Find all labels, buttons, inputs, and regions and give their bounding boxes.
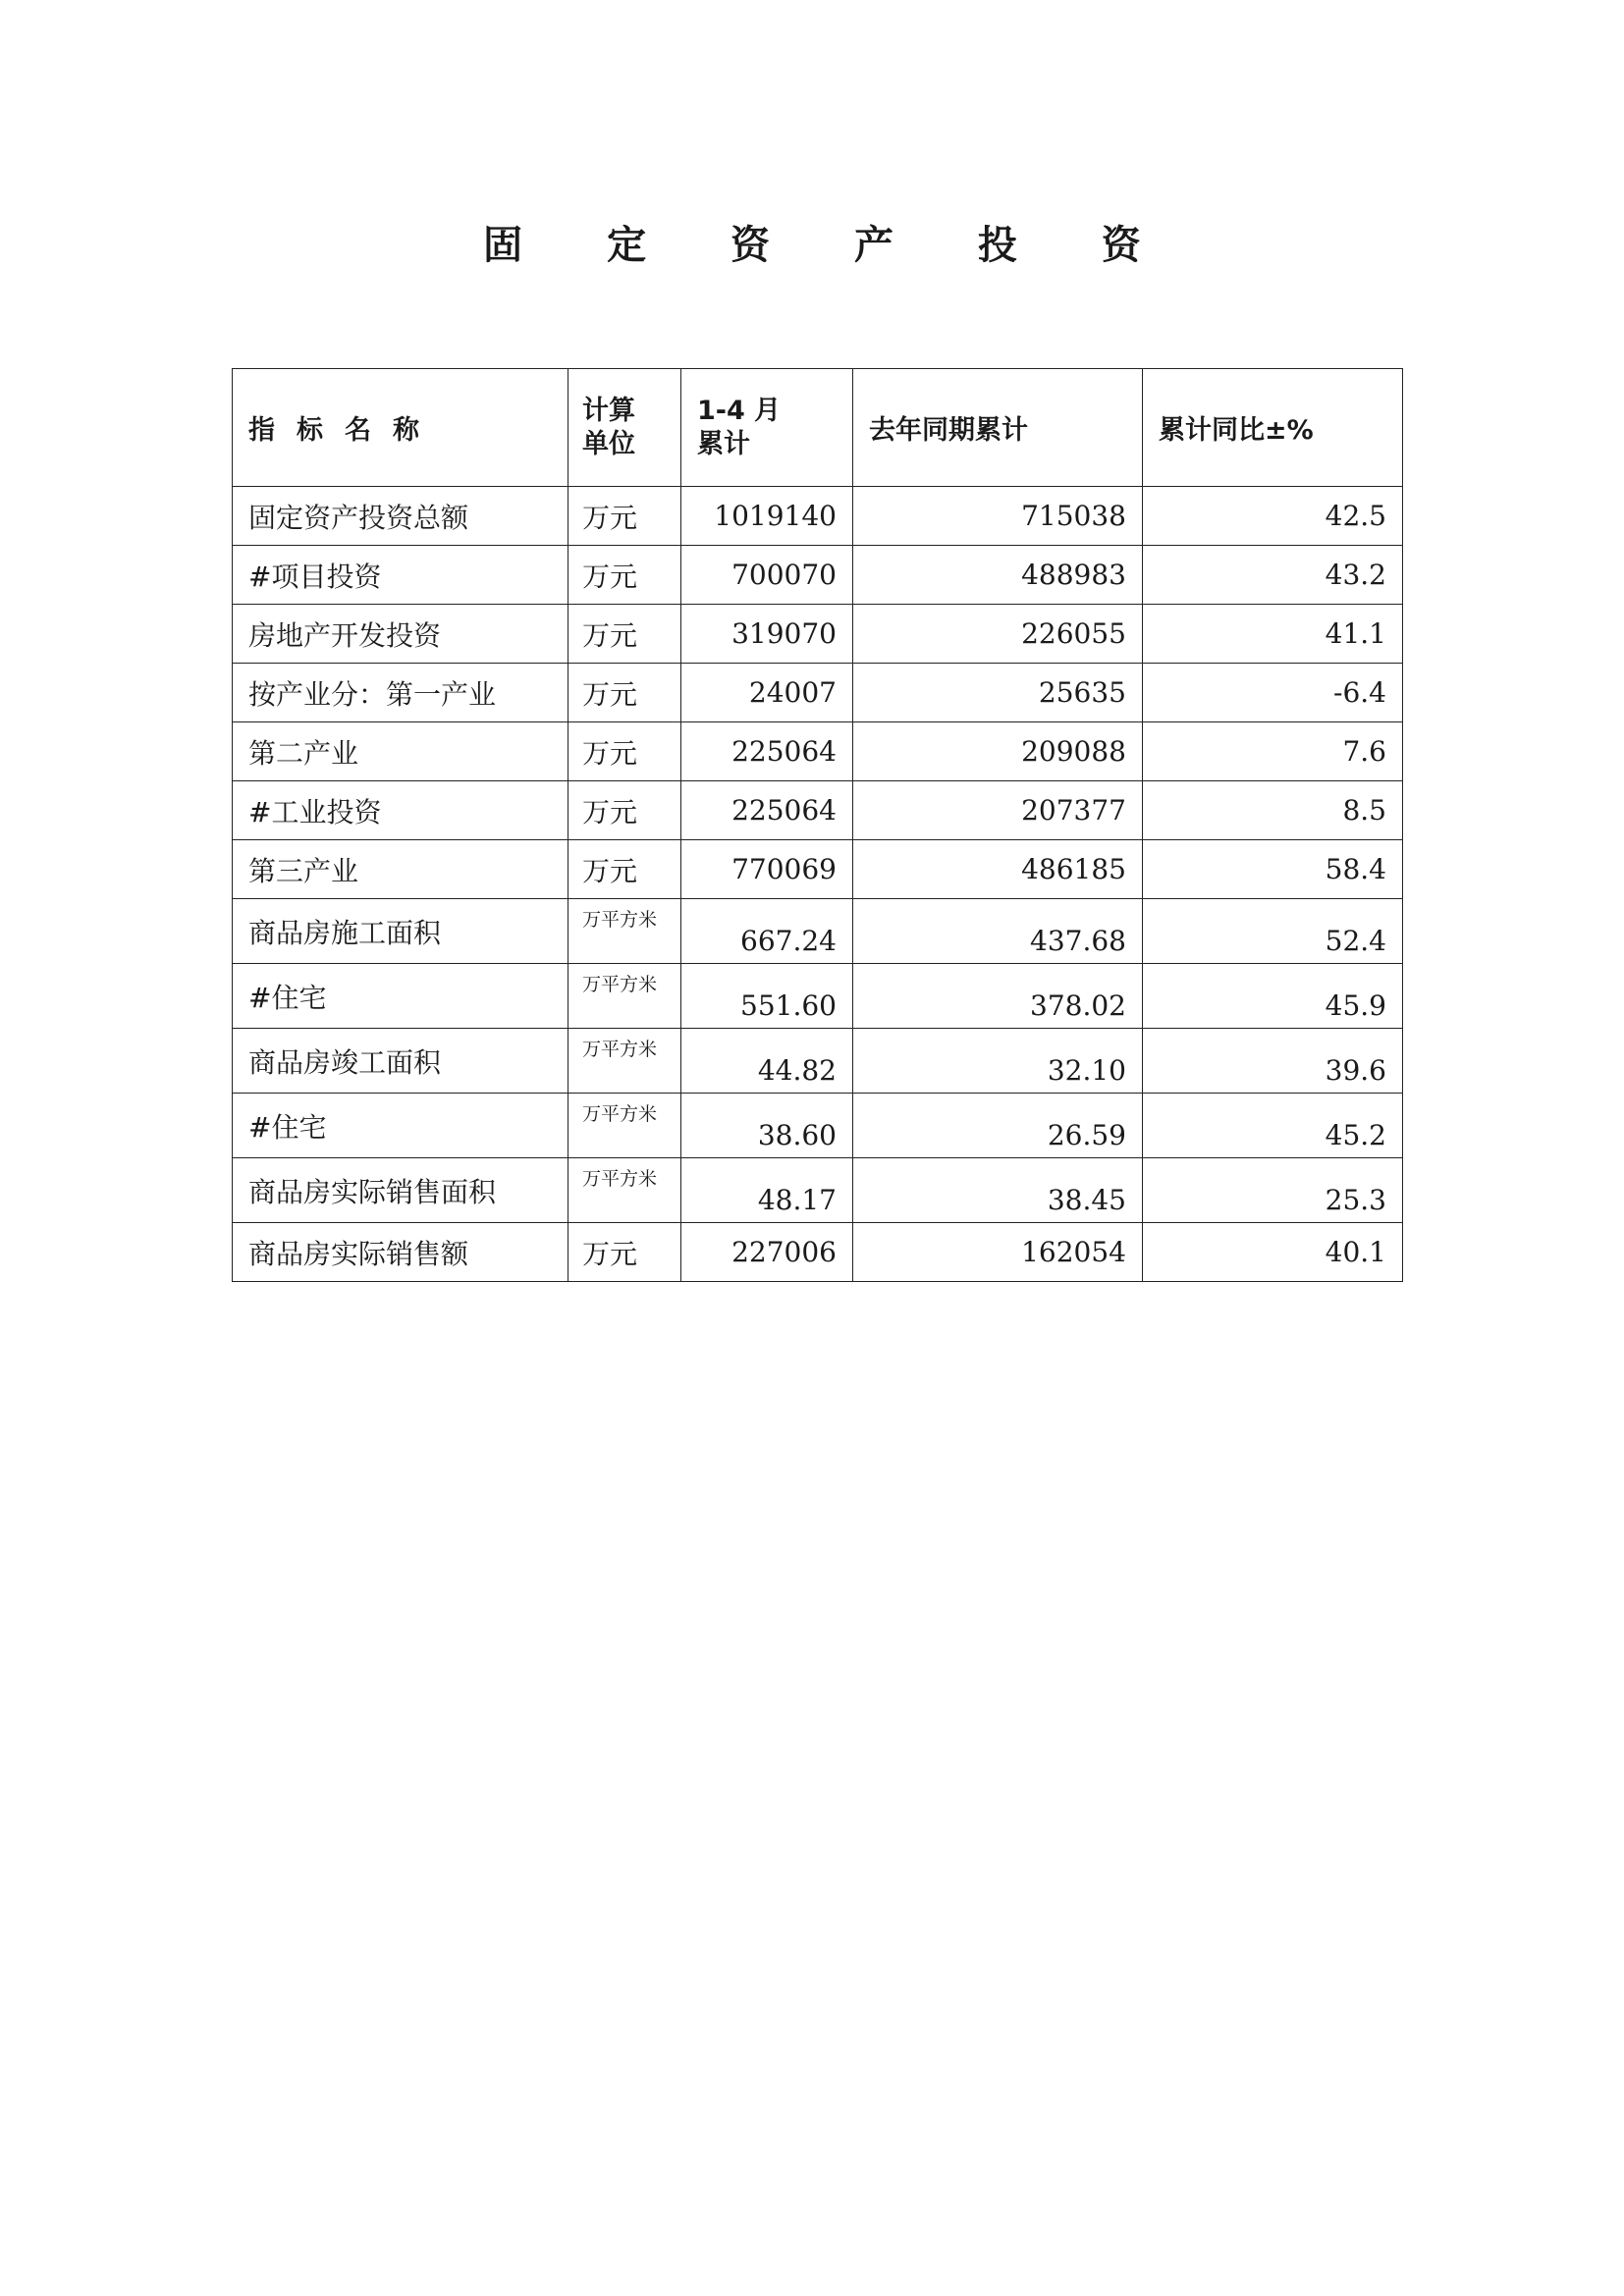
cell-indicator-name: 第二产业 — [233, 722, 568, 781]
cell-unit: 万元 — [568, 487, 681, 546]
cell-current-value: 225064 — [681, 781, 853, 840]
cell-yoy-change: 7.6 — [1143, 722, 1403, 781]
cell-previous-value: 162054 — [853, 1223, 1143, 1282]
table-row — [233, 546, 1403, 605]
cell-yoy-change: 45.9 — [1143, 964, 1403, 1029]
cell-unit: 万平方米 — [568, 1094, 681, 1158]
cell-previous-value: 715038 — [853, 487, 1143, 546]
cell-previous-value: 488983 — [853, 546, 1143, 605]
cell-current-value: 770069 — [681, 840, 853, 899]
cell-current-value: 38.60 — [681, 1094, 853, 1158]
cell-previous-value: 26.59 — [853, 1094, 1143, 1158]
cell-unit: 万平方米 — [568, 964, 681, 1029]
header-indicator-name: 指标名称 — [233, 369, 568, 487]
header-unit-line2: 单位 — [582, 428, 635, 459]
cell-indicator-name: 房地产开发投资 — [233, 605, 568, 664]
cell-current-value: 551.60 — [681, 964, 853, 1029]
cell-current-value: 24007 — [681, 664, 853, 722]
cell-unit: 万元 — [568, 840, 681, 899]
table-row — [233, 781, 1403, 840]
cell-current-value: 44.82 — [681, 1029, 853, 1094]
table-row — [233, 664, 1403, 722]
table-row — [233, 722, 1403, 781]
header-unit — [568, 369, 681, 487]
cell-indicator-name: 商品房实际销售额 — [233, 1223, 568, 1282]
cell-yoy-change: 42.5 — [1143, 487, 1403, 546]
investment-table — [232, 368, 1403, 1282]
table-row — [233, 964, 1403, 1029]
cell-indicator-name: #工业投资 — [233, 781, 568, 840]
header-unit-line1: 计算 — [582, 395, 635, 426]
header-previous-period: 去年同期累计 — [853, 369, 1143, 487]
cell-previous-value: 32.10 — [853, 1029, 1143, 1094]
cell-previous-value: 25635 — [853, 664, 1143, 722]
cell-yoy-change: -6.4 — [1143, 664, 1403, 722]
cell-yoy-change: 8.5 — [1143, 781, 1403, 840]
header-yoy-change: 累计同比±% — [1143, 369, 1403, 487]
cell-unit: 万元 — [568, 664, 681, 722]
cell-indicator-name: #项目投资 — [233, 546, 568, 605]
cell-yoy-change: 40.1 — [1143, 1223, 1403, 1282]
cell-indicator-name: 第三产业 — [233, 840, 568, 899]
cell-indicator-name: #住宅 — [233, 964, 568, 1029]
header-current-line1: 1-4 月 — [697, 395, 782, 426]
cell-indicator-name: 商品房施工面积 — [233, 899, 568, 964]
cell-current-value: 225064 — [681, 722, 853, 781]
cell-indicator-name: #住宅 — [233, 1094, 568, 1158]
cell-previous-value: 38.45 — [853, 1158, 1143, 1223]
cell-current-value: 227006 — [681, 1223, 853, 1282]
cell-yoy-change: 43.2 — [1143, 546, 1403, 605]
table-row — [233, 487, 1403, 546]
cell-yoy-change: 52.4 — [1143, 899, 1403, 964]
cell-previous-value: 226055 — [853, 605, 1143, 664]
cell-previous-value: 378.02 — [853, 964, 1143, 1029]
cell-yoy-change: 58.4 — [1143, 840, 1403, 899]
table-row — [233, 1158, 1403, 1223]
cell-unit: 万元 — [568, 722, 681, 781]
page-title: 固 定 资 产 投 资 — [483, 222, 1176, 268]
table-row — [233, 1223, 1403, 1282]
table-header-row — [233, 369, 1403, 487]
table-row — [233, 605, 1403, 664]
cell-unit: 万平方米 — [568, 1158, 681, 1223]
table-body — [233, 487, 1403, 1282]
cell-indicator-name: 按产业分：第一产业 — [233, 664, 568, 722]
cell-previous-value: 209088 — [853, 722, 1143, 781]
cell-indicator-name: 商品房实际销售面积 — [233, 1158, 568, 1223]
cell-current-value: 700070 — [681, 546, 853, 605]
cell-yoy-change: 45.2 — [1143, 1094, 1403, 1158]
table-row — [233, 1029, 1403, 1094]
header-current-period — [681, 369, 853, 487]
cell-current-value: 667.24 — [681, 899, 853, 964]
cell-yoy-change: 41.1 — [1143, 605, 1403, 664]
cell-previous-value: 207377 — [853, 781, 1143, 840]
cell-current-value: 319070 — [681, 605, 853, 664]
table-row — [233, 1094, 1403, 1158]
table-row — [233, 899, 1403, 964]
cell-previous-value: 437.68 — [853, 899, 1143, 964]
cell-indicator-name: 商品房竣工面积 — [233, 1029, 568, 1094]
table-row — [233, 840, 1403, 899]
cell-unit: 万元 — [568, 781, 681, 840]
header-current-line2: 累计 — [697, 428, 750, 459]
cell-unit: 万元 — [568, 546, 681, 605]
cell-indicator-name: 固定资产投资总额 — [233, 487, 568, 546]
cell-unit: 万平方米 — [568, 899, 681, 964]
cell-yoy-change: 39.6 — [1143, 1029, 1403, 1094]
cell-unit: 万平方米 — [568, 1029, 681, 1094]
cell-yoy-change: 25.3 — [1143, 1158, 1403, 1223]
cell-current-value: 1019140 — [681, 487, 853, 546]
cell-previous-value: 486185 — [853, 840, 1143, 899]
cell-unit: 万元 — [568, 1223, 681, 1282]
cell-current-value: 48.17 — [681, 1158, 853, 1223]
cell-unit: 万元 — [568, 605, 681, 664]
